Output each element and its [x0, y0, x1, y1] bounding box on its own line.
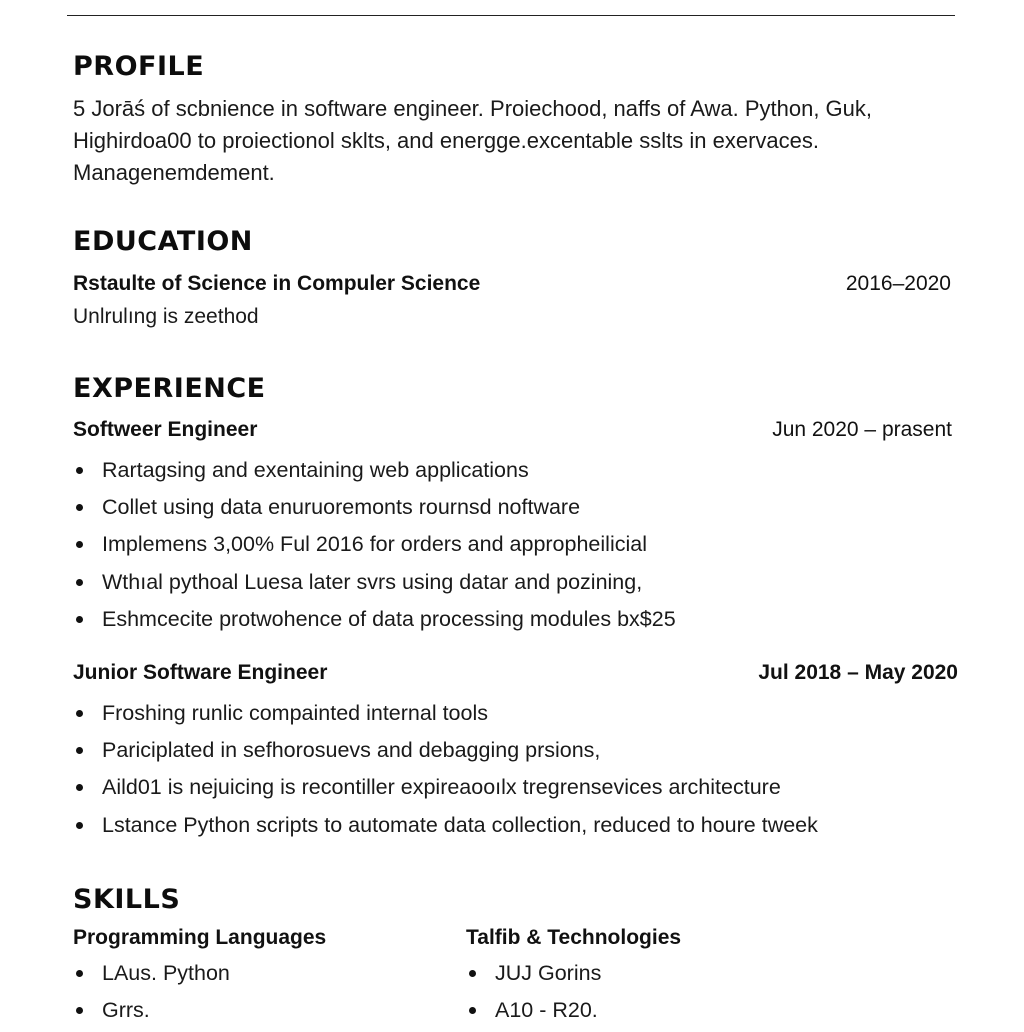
job-title: Softweer Engineer [73, 418, 258, 441]
skill-item: Grrs. [73, 995, 963, 1032]
education-degree: Rstaulte of Science in Compuler Science [73, 272, 481, 295]
education-heading: EDUCATION [73, 226, 253, 257]
skills-column [466, 926, 1024, 1032]
job-title: Junior Software Engineer [73, 661, 328, 684]
skills-column-title: Talfib & Technologies [466, 926, 682, 949]
job-bullet-list [73, 455, 963, 641]
job-dates: Jul 2018 – May 2020 [758, 661, 958, 684]
education-school: Unlrulıng is zeethod [73, 305, 259, 328]
skills-column-title: Programming Languages [73, 926, 327, 949]
profile-text: 5 Jorāś of scbnience in software engineer. Proiechood, naffs of Awa. Python, Guk, Highirdoa00 to proiectionol sklts, and energge.excentable sslts in exervaces. Managenemdement. [73, 96, 873, 185]
skill-item: A10 - R20. [466, 995, 1024, 1032]
job-bullet: Aild01 is nejuicing is recontiller expireaooılx tregrensevices architecture [73, 772, 963, 809]
skill-item: LAus. Python [73, 958, 963, 995]
education-years: 2016–2020 [845, 272, 951, 295]
profile-heading: PROFILE [73, 51, 205, 82]
job-bullet: Eshmcecite protwohence of data processing modules bx$25 [73, 604, 963, 641]
skills-heading: SKILLS [73, 884, 181, 915]
job-dates: Jun 2020 – prasent [772, 418, 952, 441]
job-bullet: Implemens 3,00% Ful 2016 for orders and appropheilicial [73, 529, 963, 566]
job-bullet: Froshing runlic compainted internal tools [73, 698, 963, 735]
job-bullet: Lstance Python scripts to automate data collection, reduced to houre tweek [73, 810, 963, 847]
job-bullet: Pariciplated in sefhorosuevs and debagging prsions, [73, 735, 963, 772]
job-bullet: Wthıal pythoal Luesa later svrs using datar and pozining, [73, 567, 963, 604]
experience-heading: EXPERIENCE [73, 373, 266, 404]
skills-list [466, 958, 1024, 1032]
job-bullet: Rartagsing and exentaining web applications [73, 455, 963, 492]
job-bullet-list [73, 698, 963, 847]
skill-item: JUJ Gorins [466, 958, 1024, 995]
job-bullet: Collet using data enuruoremonts rournsd noftware [73, 492, 963, 529]
top-divider [67, 15, 955, 16]
